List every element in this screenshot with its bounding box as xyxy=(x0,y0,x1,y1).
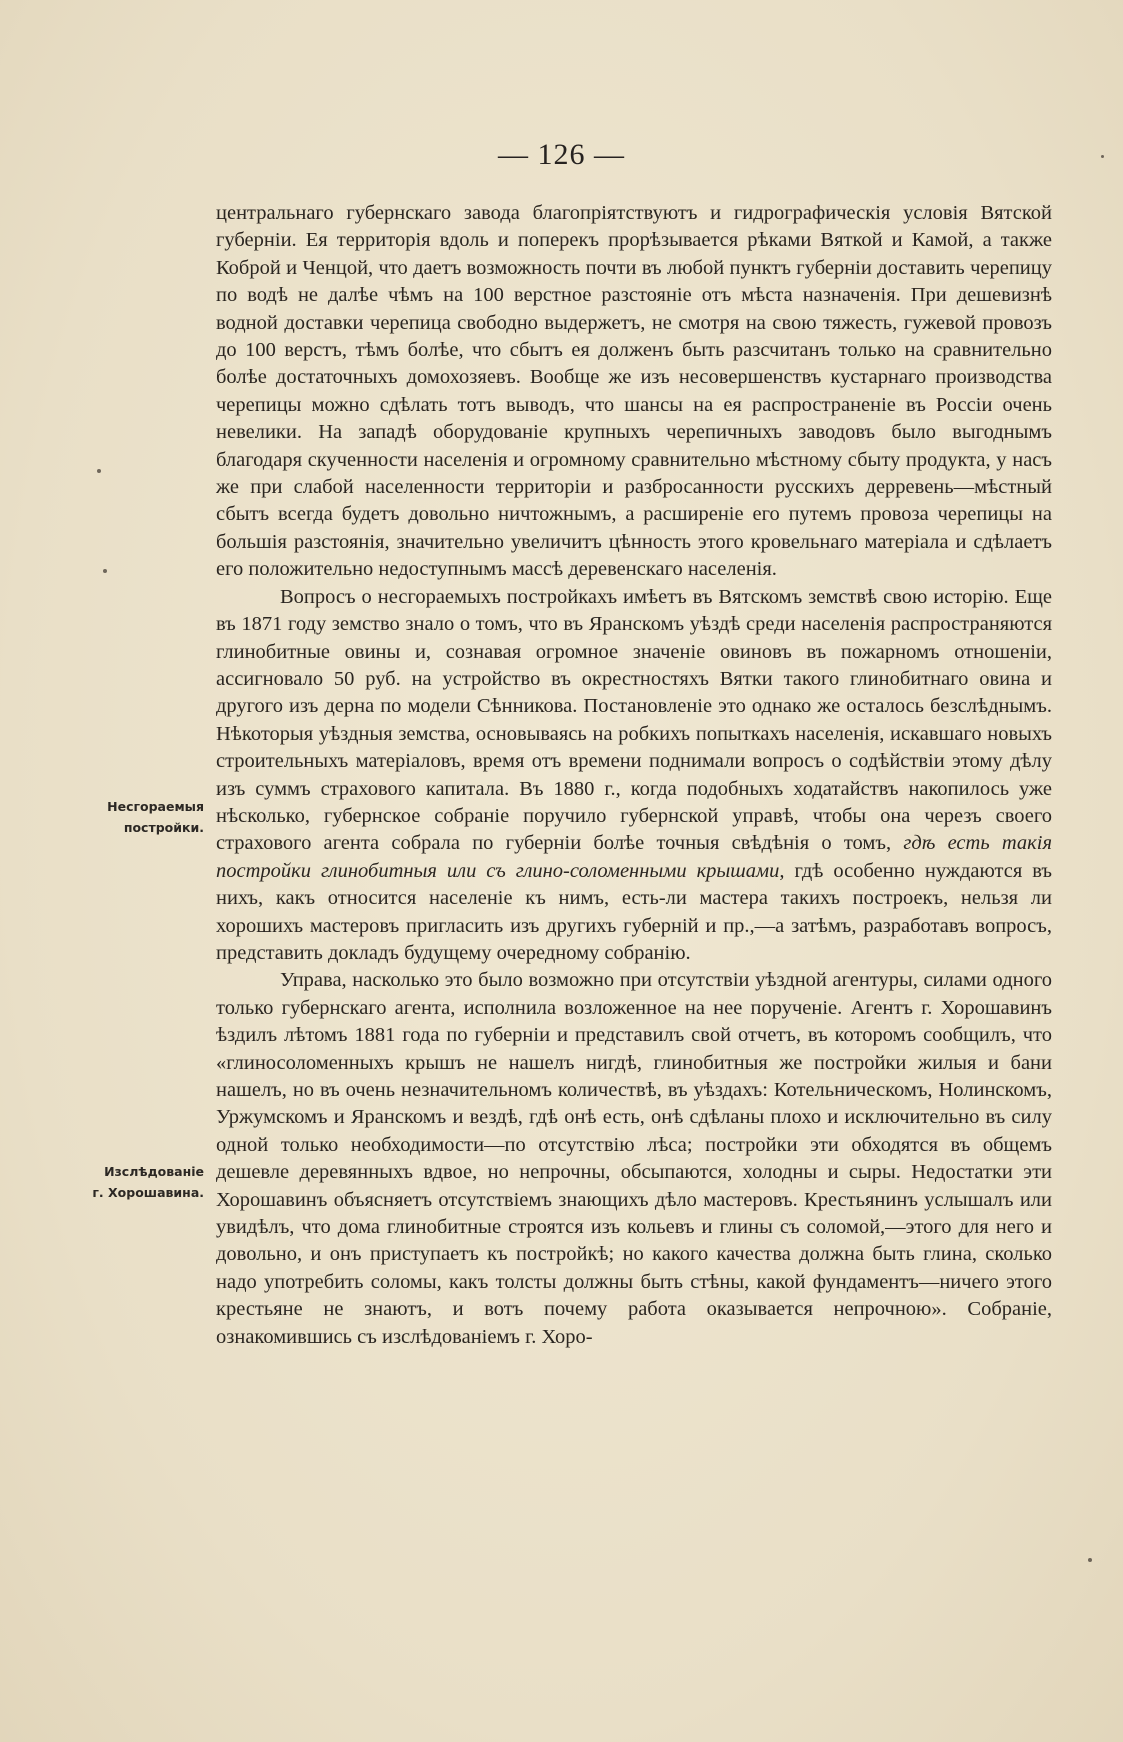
margin-note-fireproof-buildings xyxy=(82,796,204,838)
page-number: — 126 — xyxy=(498,138,625,171)
paragraph-text: Вопросъ о несгораемыхъ постройкахъ имѣетъ въ Вятскомъ земствѣ свою исторію. Еще въ 1871 году земство знало о томъ, что въ Яранскомъ уѣздѣ среди населенія распространяются глинобитные овины и, сознавая огромное значеніе овиновъ въ пожарномъ отношеніи, ассигновало 50 руб. на устройство въ окрестностяхъ Вятки такого глинобитнаго овина и другого изъ дерна по модели Сѣнникова. Постановленіе это однако же осталось безслѣднымъ. Нѣкоторыя уѣздныя земства, основываясь на робкихъ попыткахъ населенія, искавшаго новыхъ строительныхъ матеріаловъ, время отъ времени поднимали вопросъ о содѣйствіи этому дѣлу изъ суммъ страхового капитала. Въ 1880 г., когда подобныхъ ходатайствъ накопилось уже нѣсколько, губернское собраніе поручило губернской управѣ, чтобы она черезъ своего страхового агента собрала по губерніи болѣе точныя свѣдѣнія о томъ, xyxy=(216,585,1052,855)
margin-note-khoroshavin-survey xyxy=(76,1161,204,1203)
margin-note-line: г. Хорошавина. xyxy=(92,1185,204,1200)
margin-note-line: постройки. xyxy=(123,820,204,835)
margin-note-line: Несгораемыя xyxy=(107,799,204,814)
paragraph-text: гдѣ особенно нуждаются въ нихъ, какъ относится населеніе къ нимъ, есть-ли мастера такихъ построекъ, нельзя ли хорошихъ мастеровъ пригласить изъ другихъ губерній и пр.,—а затѣмъ, разработавъ вопросъ, представить докладъ будущему очередному собранію. xyxy=(216,859,1052,964)
print-speck xyxy=(97,469,101,473)
paragraph-uprava-report: Управа, насколько это было возможно при отсутствіи уѣздной агентуры, силами одного только губернскаго агента, исполнила возложенное на нее порученіе. Агентъ г. Хорошавинъ ѣздилъ лѣтомъ 1881 года по губерніи и представилъ свой отчетъ, въ которомъ сообщилъ, что «глиносоломенныхъ крышъ не нашелъ нигдѣ, глинобитныя же постройки жилыя и бани нашелъ, но въ очень незначительномъ количествѣ, въ уѣздахъ: Котельническомъ, Нолинскомъ, Уржумскомъ и Яранскомъ и вездѣ, гдѣ онѣ есть, онѣ сдѣланы плохо и исключительно въ силу одной только необходимости—по отсутствію лѣса; постройки эти обходятся въ общемъ дешевле деревянныхъ вдвое, но непрочны, обсыпаются, холодны и сыры. Недостатки эти Хорошавинъ объясняетъ отсутствіемъ знающихъ дѣло мастеровъ. Крестьянинъ услышалъ или увидѣлъ, что дома глинобитные строятся изъ кольевъ и глины съ соломой,—этого для него и довольно, и онъ приступаетъ къ постройкѣ; но какого качества должна быть глина, сколько надо употребить соломы, какъ толсты должны быть стѣны, какой фундаментъ—ничего этого крестьяне не знаютъ, и вотъ почему работа оказывается непрочною». Собраніе, ознакомившись съ изслѣдованіемъ г. Хоро- xyxy=(216,969,1052,1348)
italic-emphasis: гдѣ есть такія постройки глинобитныя или съ глино-соломенными крышами, xyxy=(216,832,1052,882)
print-speck xyxy=(1101,155,1104,158)
print-speck xyxy=(103,569,107,573)
body-text xyxy=(216,200,1052,1351)
print-speck xyxy=(1088,1558,1092,1562)
paragraph-continuation: центральнаго губернскаго завода благопріятствуютъ и гидрографическія условія Вятской губерніи. Ея территорія вдоль и поперекъ прорѣзывается рѣками Вяткой и Камой, а также Коброй и Ченцой, что даетъ возможность почти въ любой пунктъ губерніи доставить черепицу по водѣ не далѣе чѣмъ на 100 верстное разстояніе отъ мѣста назначенія. При дешевизнѣ водной доставки черепица свободно выдержетъ, не смотря на свою тяжесть, гужевой провозъ до 100 верстъ, тѣмъ болѣе, что сбытъ ея долженъ быть разсчитанъ только на сравнительно болѣе достаточныхъ домохозяевъ. Вообще же изъ несовершенствъ кустарнаго производства черепицы можно сдѣлать тотъ выводъ, что шансы на ея распространеніе въ Россіи очень невелики. На западѣ оборудованіе крупныхъ черепичныхъ заводовъ было выгоднымъ благодаря скученности населенія и огромному сравнительно мѣстному сбыту продукта, у насъ же при слабой населенности территоріи и разбросанности русскихъ дерревень—мѣстный сбытъ всегда будетъ довольно ничтожнымъ, а расширеніе его путемъ провоза черепицы на большія разстоянія, значительно увеличитъ цѣнность этого кровельнаго матеріала и сдѣлаетъ его положительно недоступнымъ массѣ деревенскаго населенія. xyxy=(216,202,1052,581)
margin-note-line: Изслѣдованіе xyxy=(104,1164,204,1179)
paragraph-fireproof-history xyxy=(216,584,1052,968)
